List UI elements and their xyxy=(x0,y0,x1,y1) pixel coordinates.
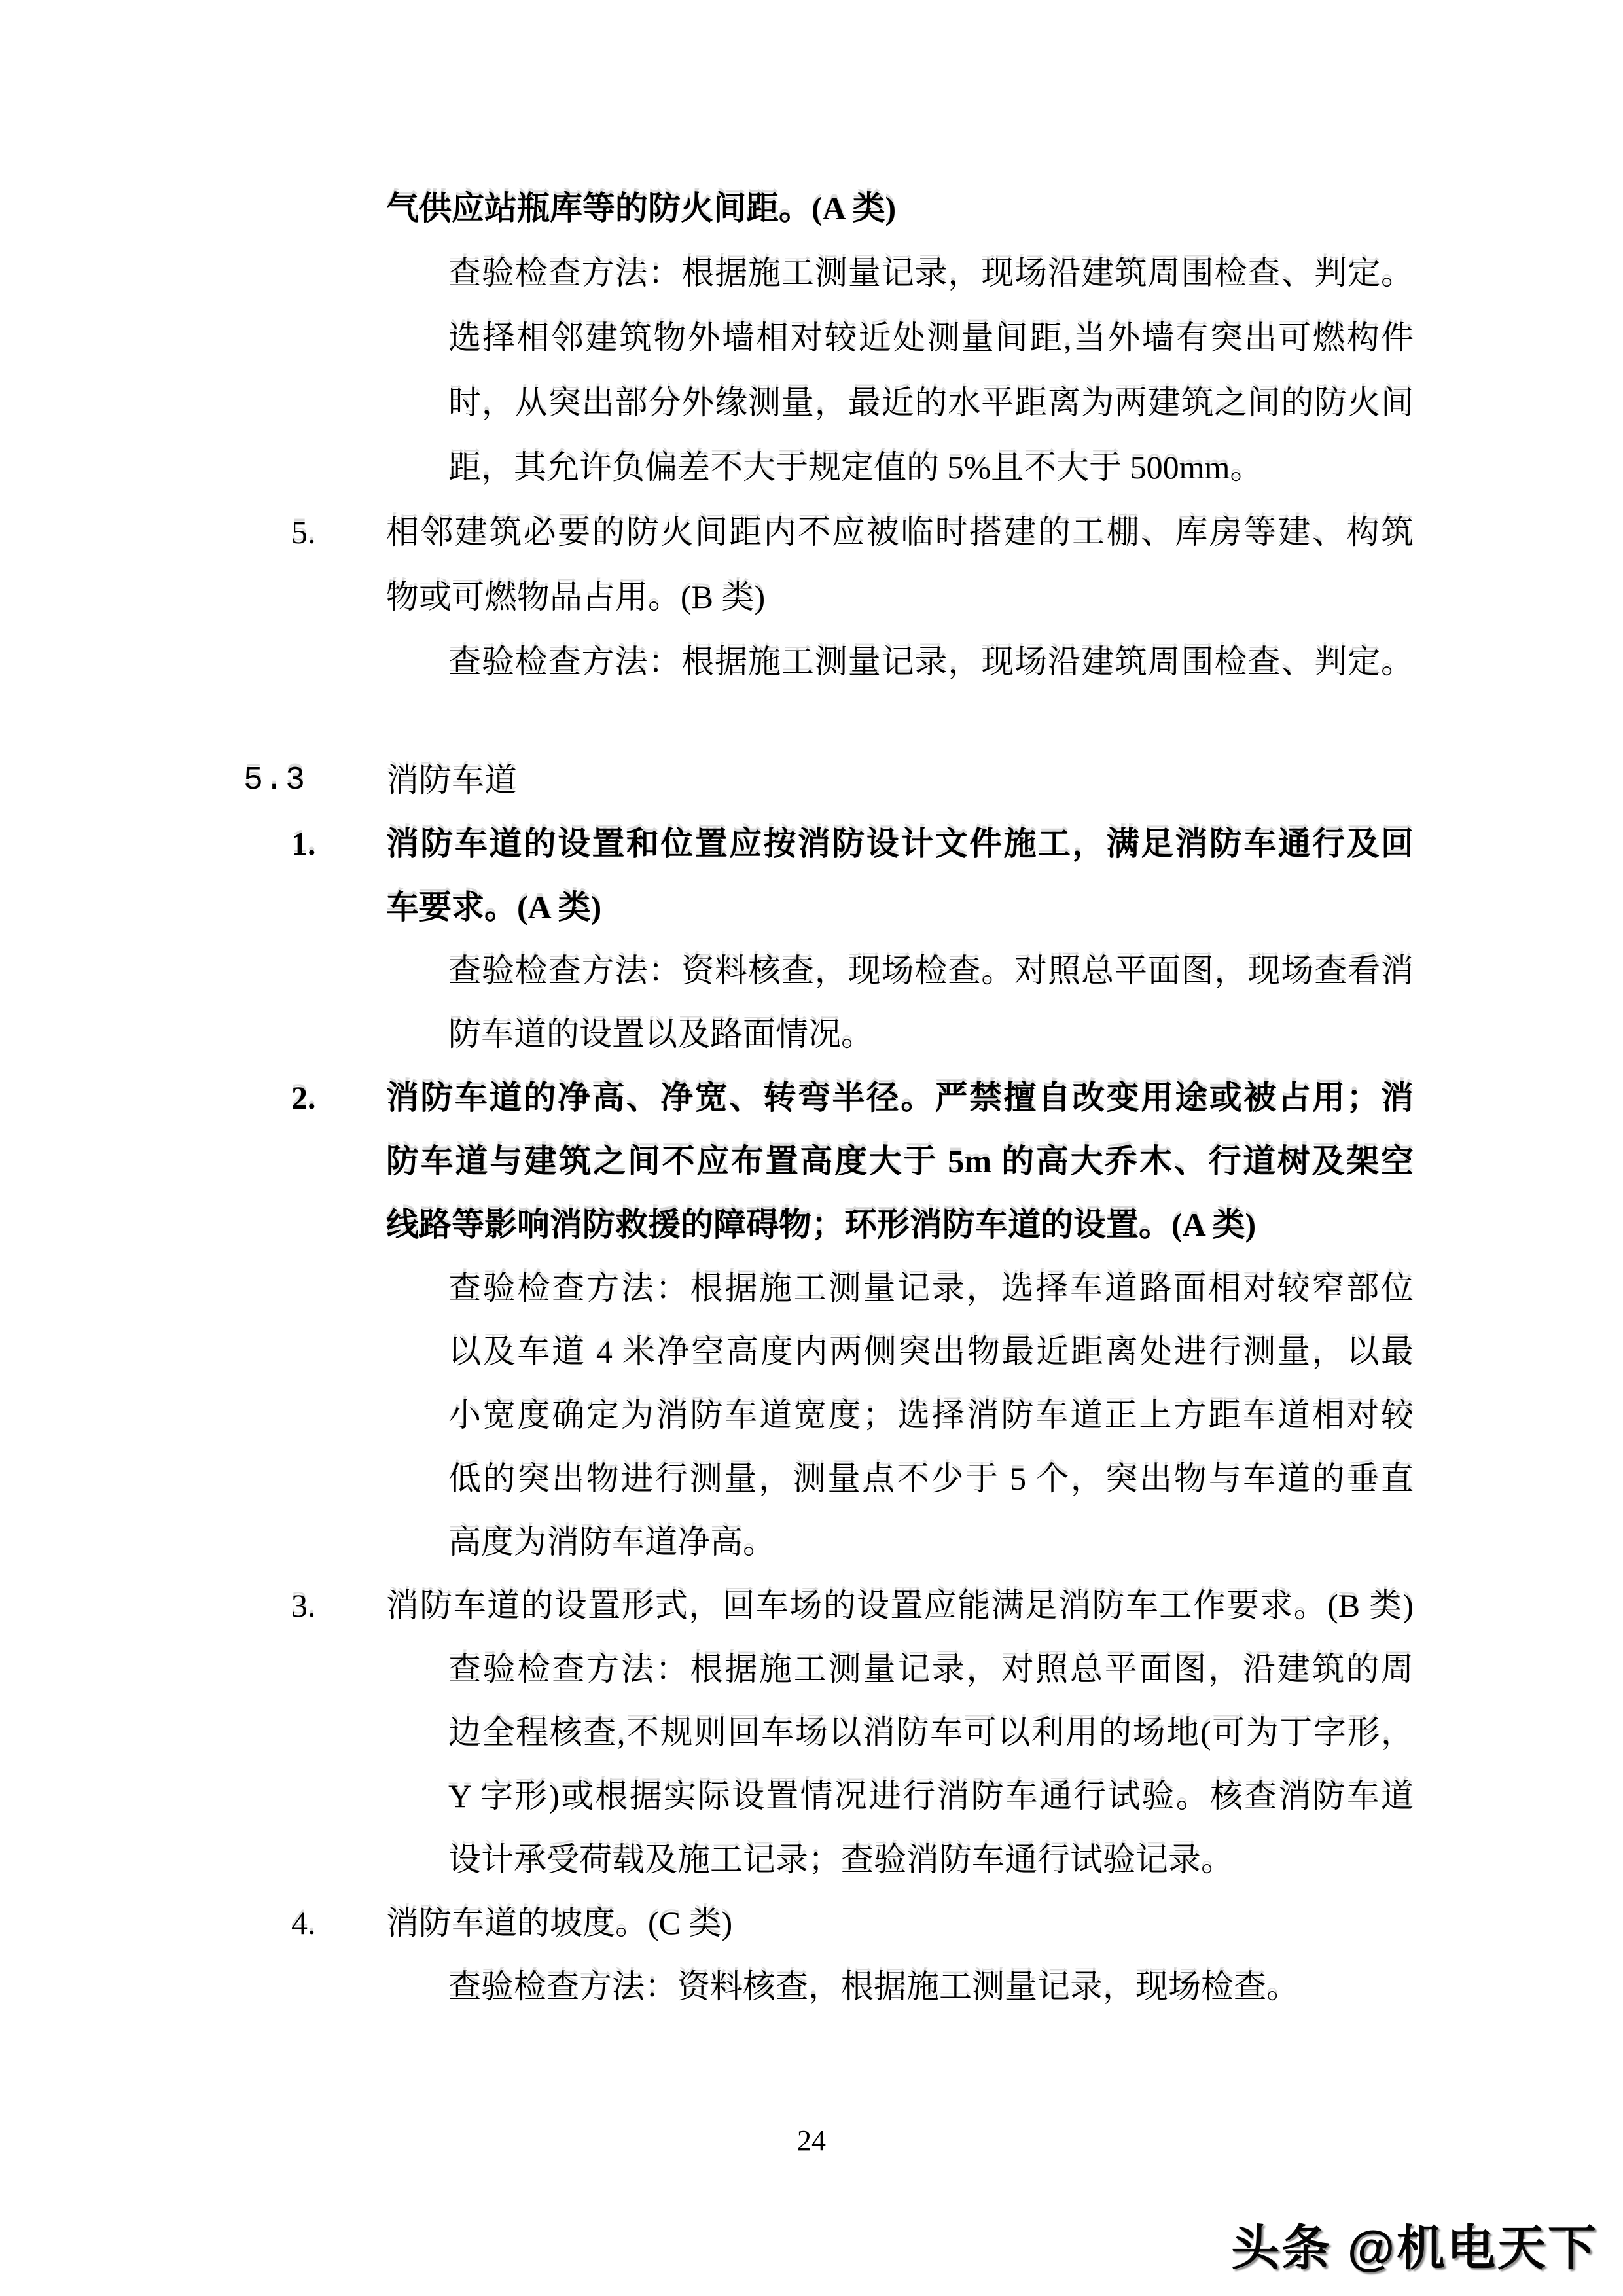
doc-line-method: 查验检查方法：资料核查，根据施工测量记录，现场检查。 xyxy=(448,1968,1299,2005)
item-text: 消防车道的设置形式，回车场的设置应能满足消防车工作要求。(B 类) xyxy=(386,1587,1414,1624)
item-text: 消防车道的设置和位置应按消防设计文件施工，满足消防车通行及回 xyxy=(386,825,1414,862)
doc-line-method: 防车道的设置以及路面情况。 xyxy=(448,1016,874,1052)
doc-line-item-3 xyxy=(291,1585,1414,1627)
doc-line-item-2-cont: 防车道与建筑之间不应布置高度大于 5m 的高大乔木、行道树及架空 xyxy=(386,1143,1414,1179)
doc-line-method: 查验检查方法：根据施工测量记录，对照总平面图，沿建筑的周 xyxy=(448,1651,1414,1687)
item-number: 3. xyxy=(291,1587,316,1624)
doc-section-5-3 xyxy=(243,759,517,802)
doc-line-item-4 xyxy=(291,1902,733,1945)
doc-line-item-5 xyxy=(291,511,1414,554)
doc-line-method: 小宽度确定为消防车道宽度；选择消防车道正上方距车道相对较 xyxy=(448,1397,1414,1433)
item-text: 相邻建筑必要的防火间距内不应被临时搭建的工棚、库房等建、构筑 xyxy=(386,514,1414,550)
doc-line-method: 以及车道 4 米净空高度内两侧突出物最近距离处进行测量，以最 xyxy=(448,1333,1414,1370)
item-number: 1. xyxy=(291,825,316,862)
doc-line-method: 时，从突出部分外缘测量，最近的水平距离为两建筑之间的防火间 xyxy=(448,384,1414,421)
item-number: 2. xyxy=(291,1079,316,1116)
doc-line-method: 设计承受荷载及施工记录；查验消防车通行试验记录。 xyxy=(448,1841,1234,1878)
page-number: 24 xyxy=(797,2125,826,2157)
doc-line-heading-carryover: 气供应站瓶库等的防火间距。(A 类) xyxy=(386,190,897,226)
doc-line-item-5-cont: 物或可燃物品占用。(B 类) xyxy=(386,579,766,615)
doc-line-item-1-cont: 车要求。(A 类) xyxy=(386,889,602,925)
doc-line-method: 低的突出物进行测量，测量点不少于 5 个，突出物与车道的垂直 xyxy=(448,1460,1414,1497)
doc-line-item-2 xyxy=(291,1077,1414,1119)
doc-line-method: 查验检查方法：根据施工测量记录，选择车道路面相对较窄部位 xyxy=(448,1270,1414,1306)
doc-line-method: 距，其允许负偏差不大于规定值的 5%且不大于 500mm。 xyxy=(448,449,1263,486)
item-number: 5. xyxy=(291,514,316,550)
item-text: 消防车道的坡度。(C 类) xyxy=(386,1905,733,1941)
doc-line-item-1 xyxy=(291,823,1414,865)
doc-line-method: 查验检查方法：根据施工测量记录，现场沿建筑周围检查、判定。 xyxy=(448,255,1414,291)
section-number: 5.3 xyxy=(243,762,307,799)
doc-line-method: 选择相邻建筑物外墙相对较近处测量间距,当外墙有突出可燃构件 xyxy=(448,319,1414,356)
doc-line-method: 查验检查方法：根据施工测量记录，现场沿建筑周围检查、判定。 xyxy=(448,643,1414,680)
item-text: 消防车道的净高、净宽、转弯半径。严禁擅自改变用途或被占用；消 xyxy=(386,1079,1414,1116)
doc-line-method: 高度为消防车道净高。 xyxy=(448,1524,776,1560)
doc-line-method: Y 字形)或根据实际设置情况进行消防车通行试验。核查消防车道 xyxy=(448,1778,1414,1814)
doc-line-item-2-cont: 线路等影响消防救援的障碍物；环形消防车道的设置。(A 类) xyxy=(386,1206,1257,1243)
item-number: 4. xyxy=(291,1905,316,1941)
doc-line-method: 查验检查方法：资料核查，现场检查。对照总平面图，现场查看消 xyxy=(448,952,1414,989)
doc-line-method: 边全程核查,不规则回车场以消防车可以利用的场地(可为丁字形， xyxy=(448,1714,1414,1751)
section-title: 消防车道 xyxy=(386,762,517,798)
watermark-toutiao-jidiantianxia: 头条 @机电天下 xyxy=(1231,2221,1598,2275)
